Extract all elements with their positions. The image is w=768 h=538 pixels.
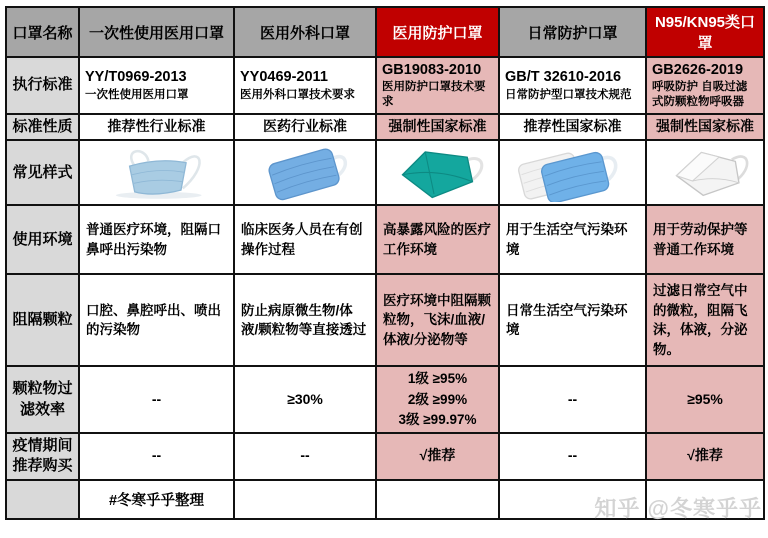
standard-desc: 医用防护口罩技术要求 bbox=[382, 81, 486, 109]
row-label-nature: 标准性质 bbox=[6, 114, 79, 140]
efficiency-cell: -- bbox=[499, 366, 646, 433]
nature-cell: 强制性国家标准 bbox=[376, 114, 499, 140]
mask-photo-cell bbox=[376, 140, 499, 205]
col-header-disposable: 一次性使用医用口罩 bbox=[79, 7, 234, 57]
efficiency-row bbox=[6, 366, 764, 433]
efficiency-grade: 3级 ≥99.97% bbox=[398, 411, 477, 427]
mask-photo-cell bbox=[646, 140, 764, 205]
mask-photo-cell bbox=[499, 140, 646, 205]
standard-code: YY0469-2011 bbox=[240, 69, 328, 86]
disposable-medical-mask-icon bbox=[97, 144, 217, 202]
epidemic-cell: -- bbox=[79, 433, 234, 480]
epidemic-cell: -- bbox=[499, 433, 646, 480]
empty-cell bbox=[376, 480, 499, 519]
standard-cell bbox=[376, 57, 499, 114]
row-label-environment: 使用环境 bbox=[6, 205, 79, 274]
particles-cell: 医疗环境中阻隔颗粒物，飞沫/血液/体液/分泌物等 bbox=[376, 274, 499, 366]
standard-desc: 呼吸防护 自吸过滤式防颗粒物呼吸器 bbox=[652, 81, 748, 109]
epidemic-row bbox=[6, 433, 764, 480]
styles-row bbox=[6, 140, 764, 205]
corner-cell: 口罩名称 bbox=[6, 7, 79, 57]
nature-cell: 推荐性行业标准 bbox=[79, 114, 234, 140]
standard-cell bbox=[499, 57, 646, 114]
row-label-styles: 常见样式 bbox=[6, 140, 79, 205]
environment-cell: 临床医务人员在有创操作过程 bbox=[234, 205, 376, 274]
efficiency-cell: ≥30% bbox=[234, 366, 376, 433]
empty-cell bbox=[234, 480, 376, 519]
mask-comparison-table bbox=[5, 6, 765, 520]
epidemic-recommended-cell: √推荐 bbox=[376, 433, 499, 480]
standard-code: YY/T0969-2013 bbox=[85, 69, 187, 86]
efficiency-grade: 2级 ≥99% bbox=[407, 391, 468, 407]
col-header-daily: 日常防护口罩 bbox=[499, 7, 646, 57]
environment-cell: 用于生活空气污染环境 bbox=[499, 205, 646, 274]
medical-protective-mask-icon bbox=[385, 144, 490, 202]
row-label-epidemic: 疫情期间推荐购买 bbox=[6, 433, 79, 480]
epidemic-cell: -- bbox=[234, 433, 376, 480]
nature-cell: 强制性国家标准 bbox=[646, 114, 764, 140]
nature-cell: 推荐性国家标准 bbox=[499, 114, 646, 140]
row-label-efficiency: 颗粒物过滤效率 bbox=[6, 366, 79, 433]
standard-cell bbox=[79, 57, 234, 114]
header-row bbox=[6, 7, 764, 57]
standard-desc: 医用外科口罩技术要求 bbox=[240, 88, 355, 101]
row-label-standards: 执行标准 bbox=[6, 57, 79, 114]
daily-protective-masks-icon bbox=[508, 144, 638, 202]
particles-cell: 口腔、鼻腔呼出、喷出的污染物 bbox=[79, 274, 234, 366]
standard-desc: 日常防护型口罩技术规范 bbox=[505, 88, 632, 101]
standard-cell bbox=[234, 57, 376, 114]
footer-label-cell bbox=[6, 480, 79, 519]
environment-cell: 高暴露风险的医疗工作环境 bbox=[376, 205, 499, 274]
particles-cell: 防止病原微生物/体液/颗粒物等直接透过 bbox=[234, 274, 376, 366]
particles-cell: 过滤日常空气中的微粒，阻隔飞沫，体液，分泌物。 bbox=[646, 274, 764, 366]
efficiency-cell: ≥95% bbox=[646, 366, 764, 433]
efficiency-grades-cell bbox=[376, 366, 499, 433]
nature-row bbox=[6, 114, 764, 140]
n95-kn95-mask-icon bbox=[655, 145, 755, 201]
epidemic-recommended-cell: √推荐 bbox=[646, 433, 764, 480]
environment-cell: 用于劳动保护等普通工作环境 bbox=[646, 205, 764, 274]
environment-row bbox=[6, 205, 764, 274]
nature-cell: 医药行业标准 bbox=[234, 114, 376, 140]
mask-photo-cell bbox=[234, 140, 376, 205]
efficiency-cell: -- bbox=[79, 366, 234, 433]
row-label-particles: 阻隔颗粒 bbox=[6, 274, 79, 366]
mask-photo-cell bbox=[79, 140, 234, 205]
surgical-mask-icon bbox=[248, 144, 363, 202]
standard-cell bbox=[646, 57, 764, 114]
credit-cell: #冬寒乎乎整理 bbox=[79, 480, 234, 519]
standards-row bbox=[6, 57, 764, 114]
standard-code: GB/T 32610-2016 bbox=[505, 69, 622, 86]
col-header-surgical: 医用外科口罩 bbox=[234, 7, 376, 57]
standard-code: GB2626-2019 bbox=[652, 62, 744, 78]
standard-code: GB19083-2010 bbox=[382, 62, 482, 78]
efficiency-grade: 1级 ≥95% bbox=[407, 371, 468, 387]
particles-row bbox=[6, 274, 764, 366]
standard-desc: 一次性使用医用口罩 bbox=[85, 88, 189, 101]
environment-cell: 普通医疗环境，阻隔口鼻呼出污染物 bbox=[79, 205, 234, 274]
col-header-medical-protective: 医用防护口罩 bbox=[376, 7, 499, 57]
particles-cell: 日常生活空气污染环境 bbox=[499, 274, 646, 366]
col-header-n95: N95/KN95类口罩 bbox=[646, 7, 764, 57]
zhihu-watermark: 知乎 @冬寒乎乎 bbox=[594, 496, 762, 521]
